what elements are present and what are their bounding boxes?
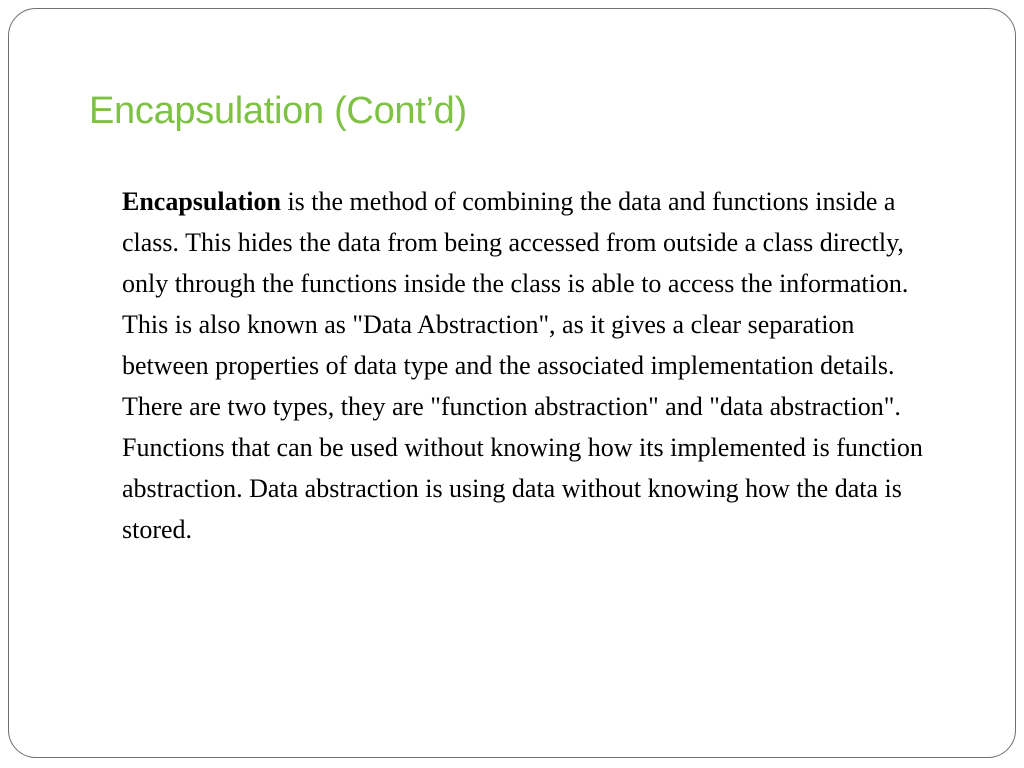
term-encapsulation: Encapsulation [122, 187, 281, 216]
paragraph-encapsulation-text: is the method of combining the data and functions inside a class. This hides the data from being accessed from outside a class directly, only through the functions inside the class is able to access the information. [122, 187, 909, 298]
paragraph-encapsulation [122, 181, 942, 304]
slide-title: Encapsulation (Cont’d) [89, 90, 467, 132]
paragraph-data-abstraction: This is also known as "Data Abstraction", as it gives a clear separation between properties of data type and the associated implementation details. There are two types, they are "function abstraction" and "data abstraction". Functions that can be used without knowing how its implemented is function abstraction. Data abstraction is using data without knowing how the data is stored. [122, 310, 923, 544]
slide-body [122, 181, 942, 550]
